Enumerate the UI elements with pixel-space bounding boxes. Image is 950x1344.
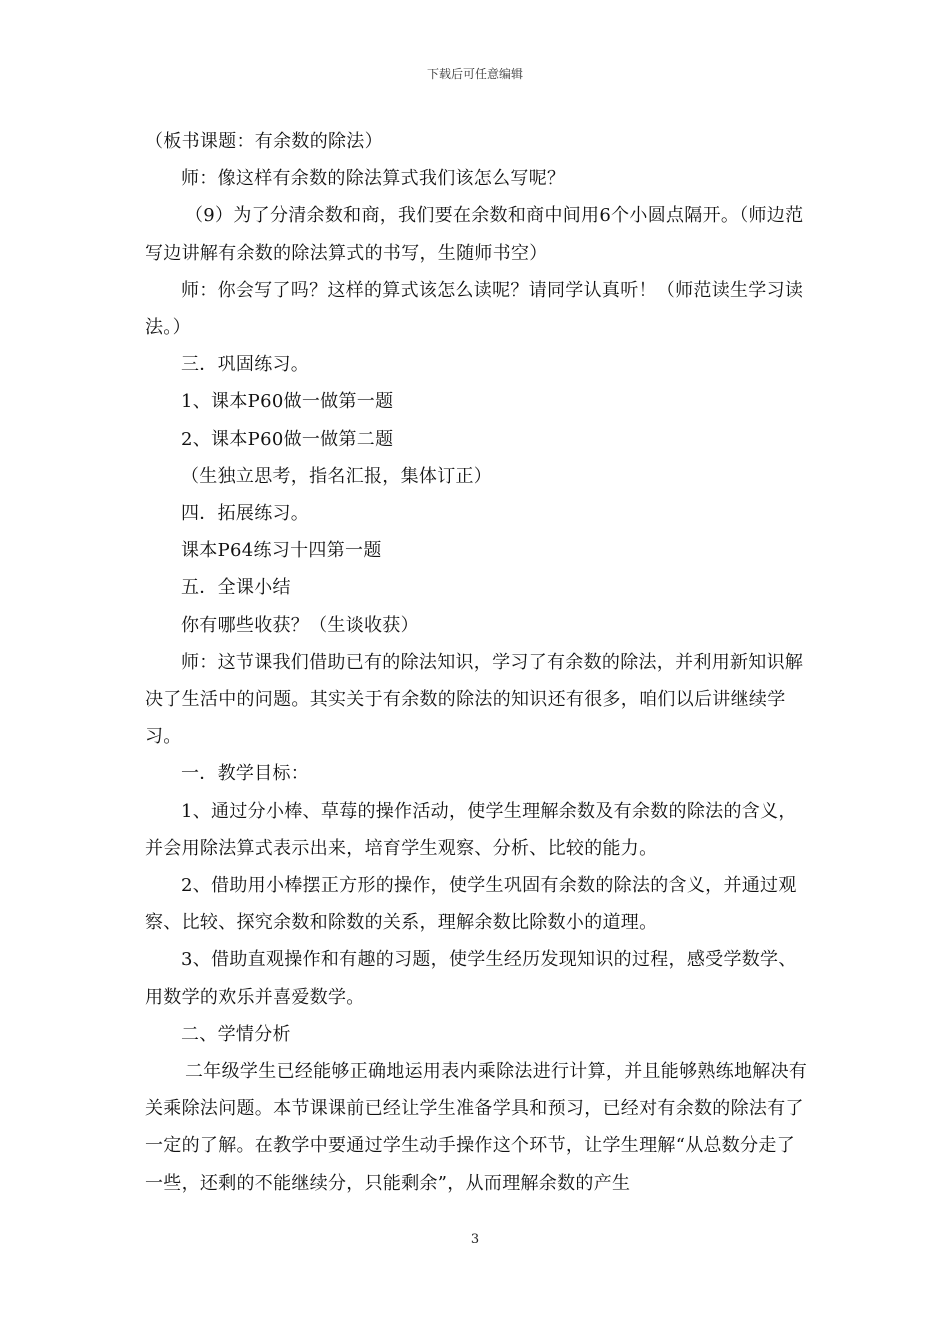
paragraph-step-9: （9）为了分清余数和商，我们要在余数和商中间用6个小圆点隔开。（师边范写边讲解有余数的除法算式的书写，生随师书空） [145, 205, 804, 264]
list-item-objective-1: 1、通过分小棒、草莓的操作活动，使学生理解余数及有余数的除法的含义，并会用除法算式表示出来，培育学生观察、分析、比较的能力。 [145, 800, 797, 859]
list-item-objective-2: 2、借助用小棒摆正方形的操作，使学生巩固有余数的除法的含义，并通过观察、比较、探究余数和除数的关系，理解余数比除数小的道理。 [145, 875, 797, 934]
paragraph-board-title: （板书课题：有余数的除法） [145, 131, 383, 152]
paragraph-learner-analysis: 二年级学生已经能够正确地运用表内乘除法进行计算，并且能够熟练地解决有关乘除法问题。本节课课前已经让学生准备学具和预习，已经对有余数的除法有了一定的了解。在教学中要通过学生动手操作这个环节，让学生理解“从总数分走了一些，还剩的不能继续分，只能剩余”，从而理解余数的产生 [145, 1061, 808, 1194]
paragraph-independent-thinking: （生独立思考，指名汇报，集体订正） [181, 465, 493, 487]
paragraph-teacher-summary: 师：这节课我们借助已有的除法知识，学习了有余数的除法，并利用新知识解决了生活中的问题。其实关于有余数的除法的知识还有很多，咱们以后讲继续学习。 [145, 651, 804, 748]
list-item-objective-3: 3、借助直观操作和有趣的习题，使学生经历发现知识的过程，感受学数学、用数学的欢乐并喜爱数学。 [145, 949, 797, 1008]
paragraph-teacher-question-write: 师：像这样有余数的除法算式我们该怎么写呢？ [181, 168, 566, 190]
paragraph-textbook-p64: 课本P64练习十四第一题 [181, 540, 382, 562]
heading-consolidation-practice: 三．巩固练习。 [181, 354, 310, 376]
paragraph-what-gained: 你有哪些收获？（生谈收获） [181, 614, 419, 636]
list-item-exercise-1: 1、课本P60做一做第一题 [181, 391, 394, 413]
heading-lesson-summary: 五．全课小结 [181, 577, 291, 599]
paragraph-teacher-question-read: 师：你会写了吗？这样的算式该怎么读呢？请同学认真听！（师范读生学习读法。） [145, 279, 804, 339]
document-body [145, 123, 810, 1202]
heading-learner-analysis: 二、学情分析 [181, 1023, 291, 1045]
heading-teaching-objectives: 一．教学目标： [181, 763, 310, 785]
page-number: 3 [470, 1232, 480, 1247]
heading-extension-practice: 四．拓展练习。 [181, 503, 310, 525]
list-item-exercise-2: 2、课本P60做一做第二题 [181, 428, 394, 450]
page-header: 下载后可任意编辑 [426, 67, 523, 81]
